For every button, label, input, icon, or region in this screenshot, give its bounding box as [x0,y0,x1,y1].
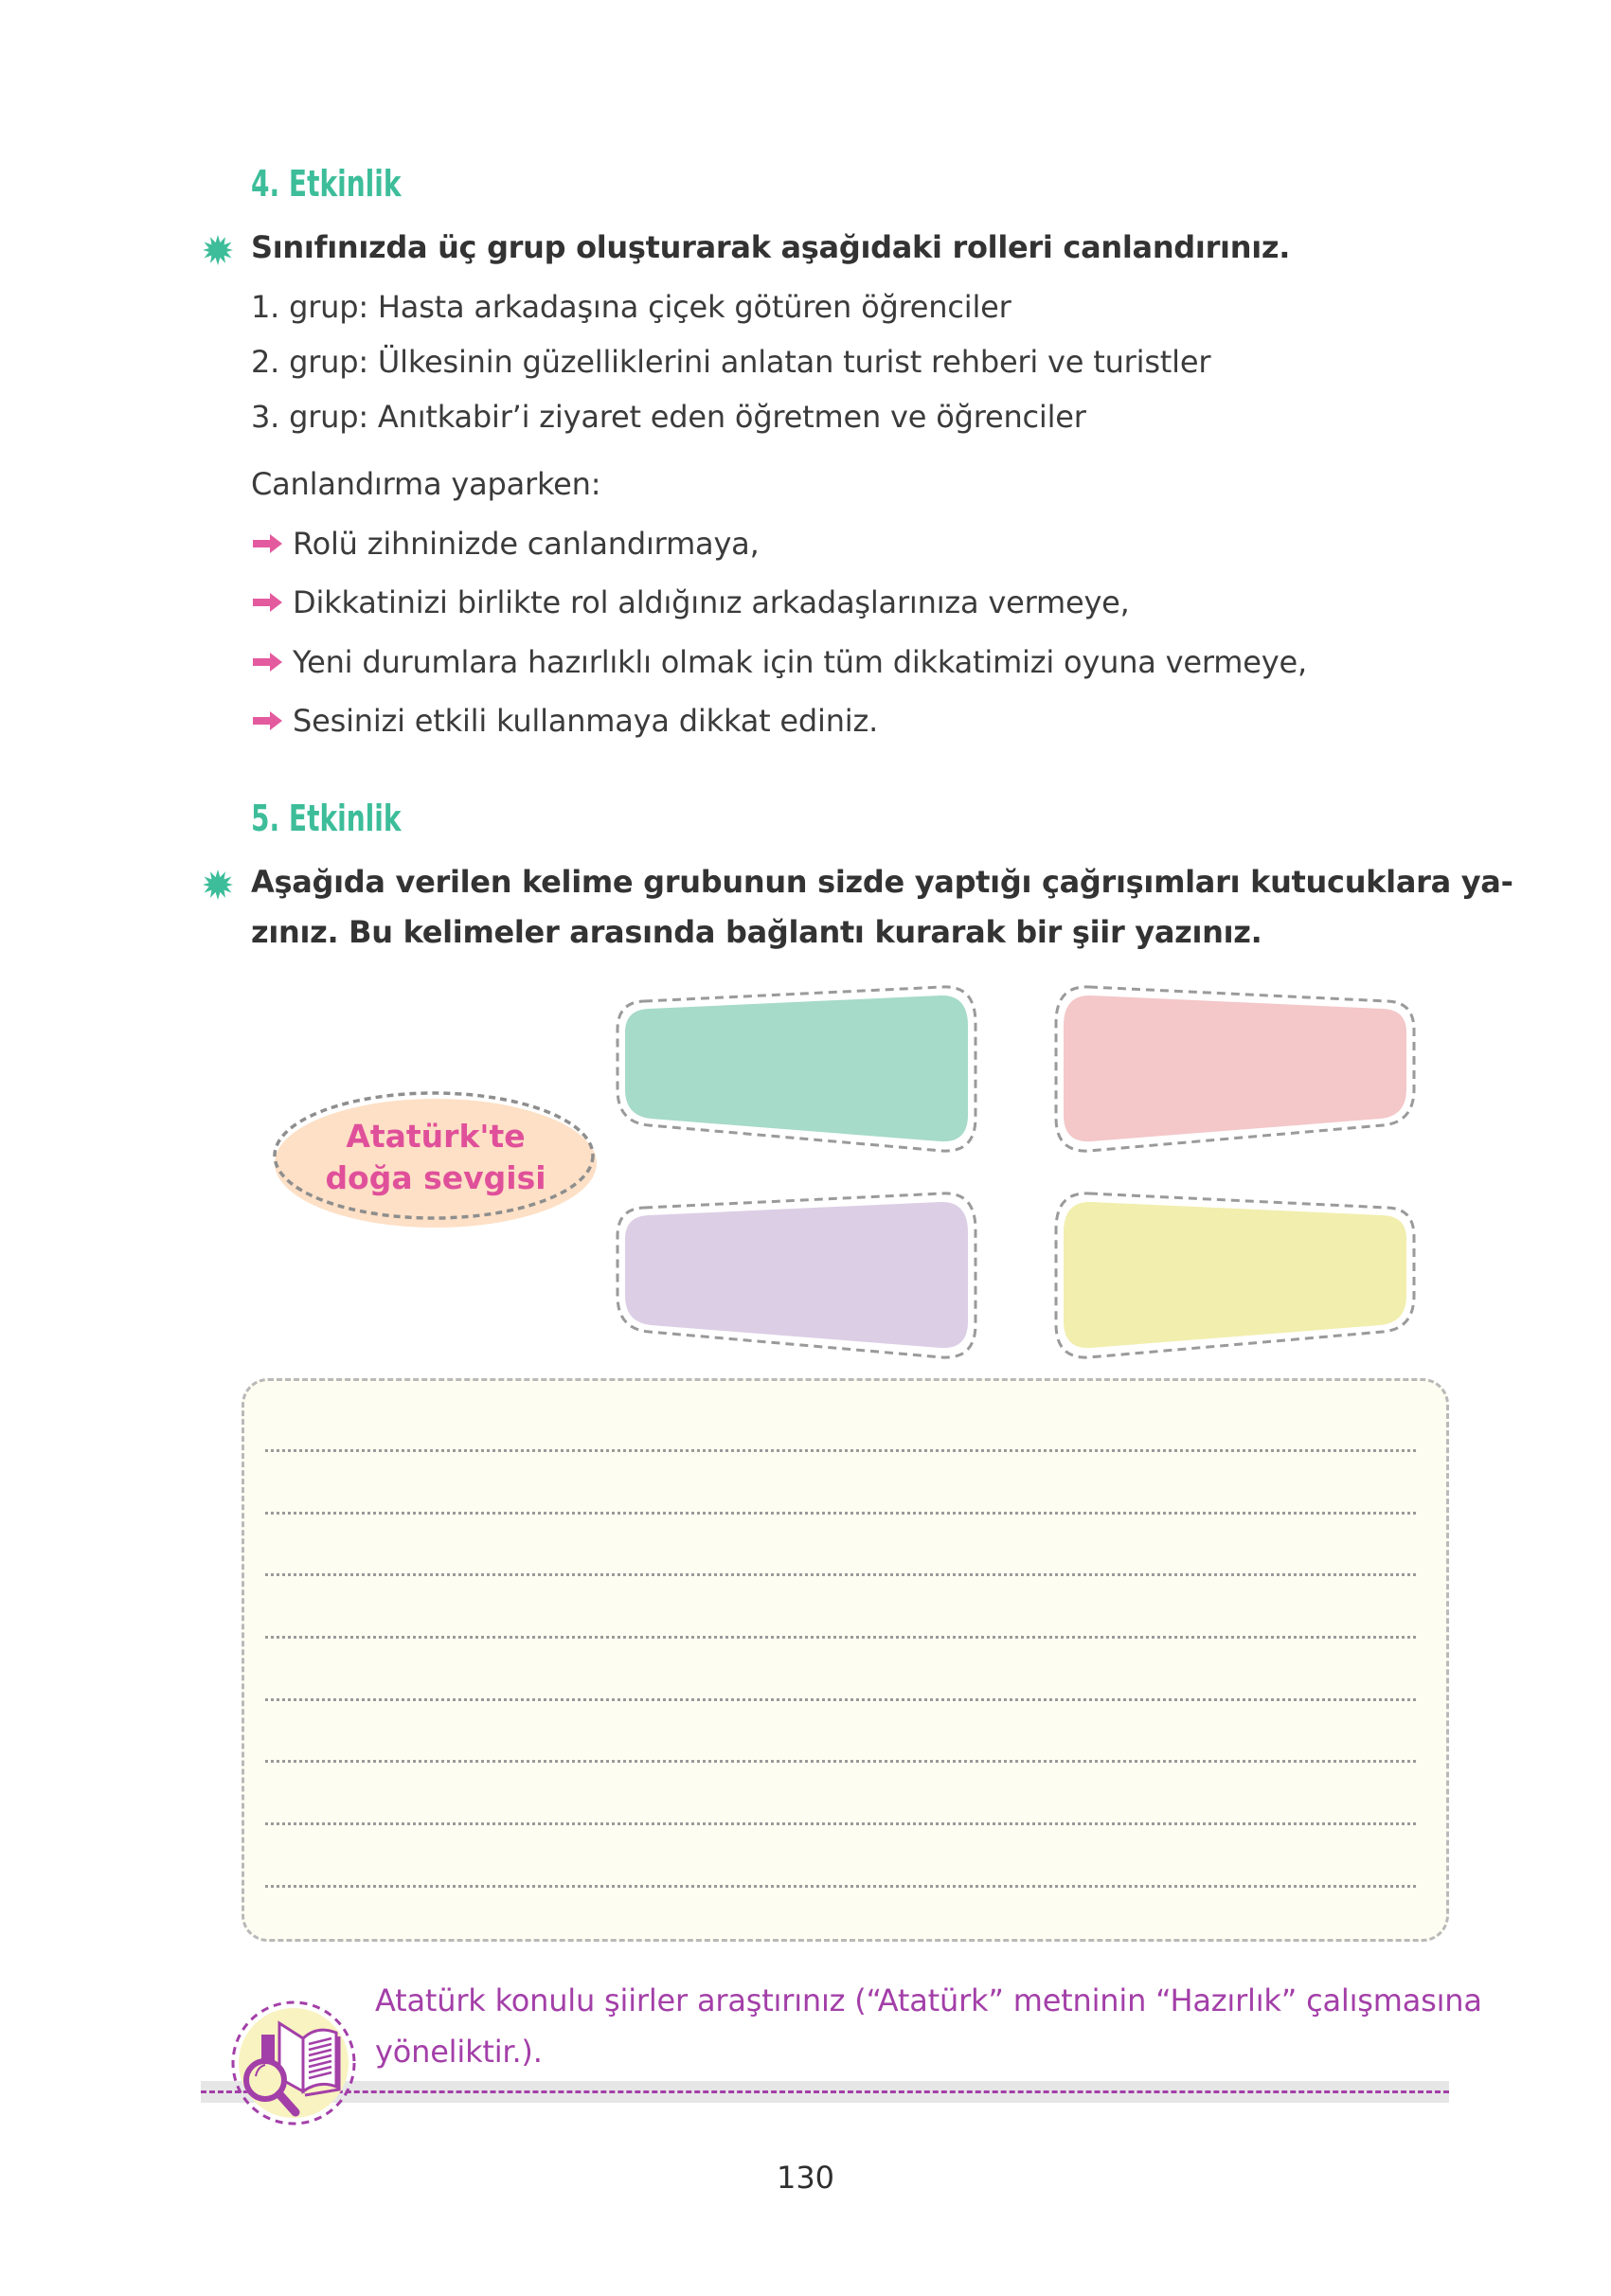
star-burst-icon [203,870,233,900]
arrow-right-icon [251,652,283,673]
arrow-right-icon [251,592,283,613]
activity-5-instruction-line1: Aşağıda verilen kelime grubunun sizde yaptığı çağrışımları kutucuklara ya- [251,864,1513,900]
association-box-bottom-left[interactable] [601,1177,990,1367]
activity-4-title: 4. Etkinlik [251,163,402,205]
star-burst-icon [203,235,233,265]
center-word-line2: doğa sevgisi [325,1159,546,1196]
association-box-top-left[interactable] [601,971,990,1160]
arrow-right-icon [251,710,283,731]
note-divider-dashed-line [201,2090,1449,2093]
tip-text: Yeni durumlara hazırlıklı olmak için tüm dikkatimizi oyuna vermeye, [293,644,1307,680]
association-box-bottom-right[interactable] [1042,1177,1430,1367]
tip-item [251,703,878,739]
research-note-line1: Atatürk konulu şiirler araştırınız (“Atatürk” metninin “Hazırlık” çalışmasına [375,1982,1482,2018]
tip-item [251,526,760,562]
activity-4-instruction: Sınıfınızda üç grup oluşturarak aşağıdaki rolleri canlandırınız. [251,229,1291,265]
writing-line[interactable] [265,1760,1416,1763]
poem-writing-area[interactable] [242,1378,1449,1942]
page-number: 130 [776,2160,835,2196]
tip-item [251,644,1307,680]
writing-line[interactable] [265,1885,1416,1888]
group-item: 1. grup: Hasta arkadaşına çiçek götüren öğrenciler [251,289,1011,325]
group-item: 3. grup: Anıtkabir’i ziyaret eden öğretmen ve öğrenciler [251,399,1086,435]
writing-line[interactable] [265,1822,1416,1825]
tips-lead: Canlandırma yaparken: [251,466,601,502]
center-word-line1: Atatürk'te [346,1118,526,1155]
writing-line[interactable] [265,1512,1416,1515]
group-item: 2. grup: Ülkesinin güzelliklerini anlatan turist rehberi ve turistler [251,344,1211,380]
tip-text: Rolü zihninizde canlandırmaya, [293,526,760,562]
tip-text: Dikkatinizi birlikte rol aldığınız arkadaşlarınıza vermeye, [293,584,1130,620]
tip-item [251,584,1130,620]
research-note-line2: yöneliktir.). [375,2034,543,2070]
activity-5-instruction-line2: zınız. Bu kelimeler arasında bağlantı kurarak bir şiir yazınız. [251,914,1262,950]
writing-line[interactable] [265,1636,1416,1639]
writing-line[interactable] [265,1698,1416,1701]
association-box-top-right[interactable] [1042,971,1430,1160]
arrow-right-icon [251,533,283,554]
activity-5-title: 5. Etkinlik [251,798,402,839]
writing-line[interactable] [265,1573,1416,1576]
book-magnifier-icon [227,1997,360,2131]
writing-line[interactable] [265,1449,1416,1452]
tip-text: Sesinizi etkili kullanmaya dikkat ediniz. [293,703,879,739]
